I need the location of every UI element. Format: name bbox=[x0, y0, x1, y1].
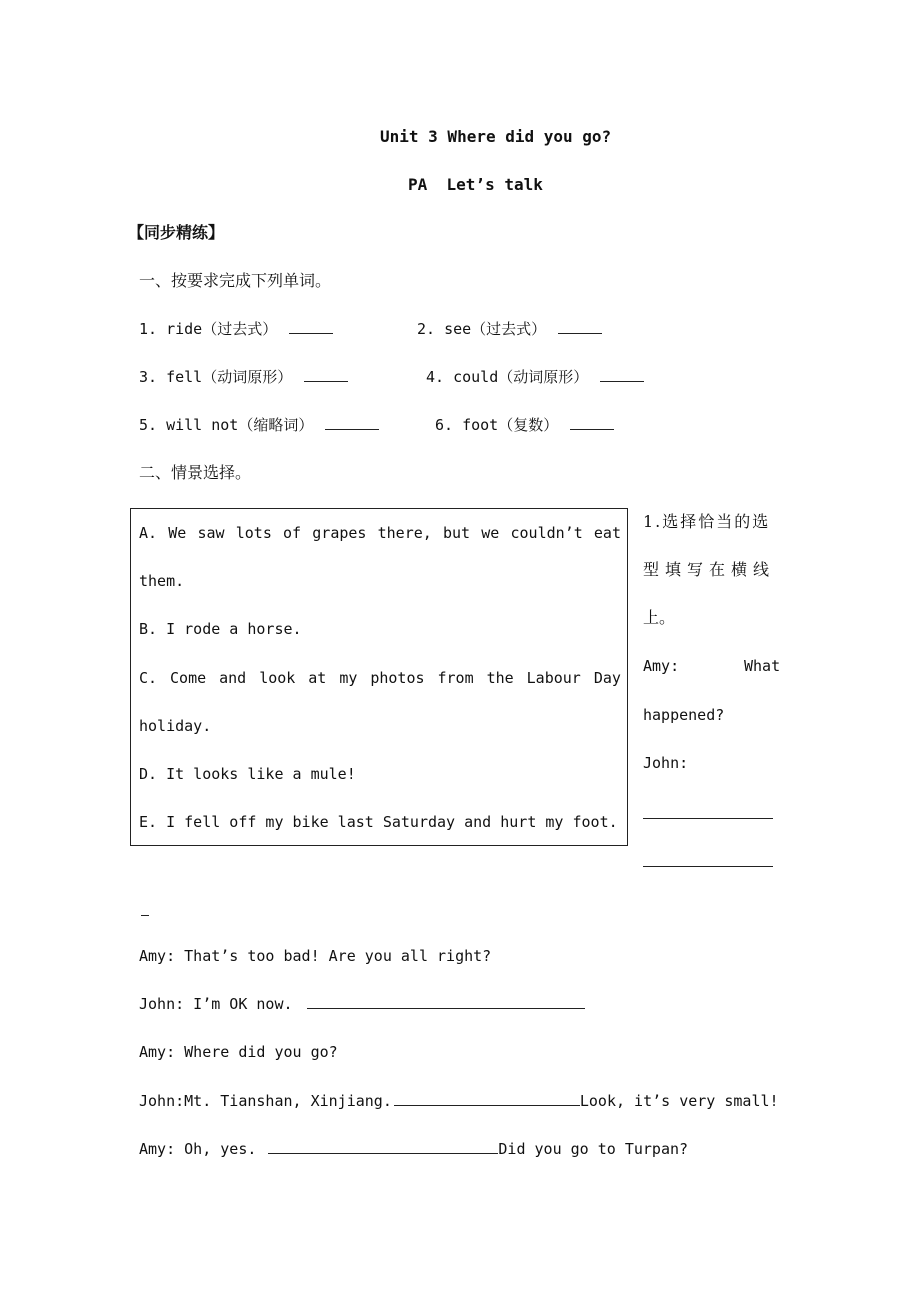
option-d: D. It looks like a mule! bbox=[139, 765, 356, 783]
option-c-line1: C. Come and look at my photos from the Labour Day bbox=[139, 669, 621, 687]
answer-blank[interactable] bbox=[307, 994, 585, 1009]
answer-line[interactable] bbox=[141, 915, 149, 916]
instruction-line-1: 1.选择恰当的选 bbox=[643, 512, 771, 531]
part2-heading: 二、情景选择。 bbox=[139, 463, 252, 482]
side-amy-word: What bbox=[744, 657, 781, 675]
option-a-line1: A. We saw lots of grapes there, but we couldn’t eat bbox=[139, 524, 621, 542]
lesson-subtitle: PA Let’s talk bbox=[408, 175, 543, 194]
answer-blank[interactable] bbox=[570, 415, 614, 430]
side-amy-word-2: happened? bbox=[643, 706, 725, 724]
dialogue-line-5 bbox=[139, 1138, 688, 1160]
section-label: 【同步精练】 bbox=[128, 223, 225, 242]
answer-blank[interactable] bbox=[304, 367, 348, 382]
answer-line[interactable] bbox=[643, 818, 773, 819]
option-e: E. I fell off my bike last Saturday and hurt my foot. bbox=[139, 813, 618, 831]
option-a-line2: them. bbox=[139, 572, 185, 590]
word-item-4-text: 4. could（动词原形） bbox=[426, 368, 589, 386]
word-item-5 bbox=[139, 414, 379, 436]
word-item-1-text: 1. ride（过去式） bbox=[139, 320, 278, 338]
word-item-4 bbox=[426, 366, 644, 388]
side-john: John: bbox=[643, 754, 689, 772]
word-item-1 bbox=[139, 318, 333, 340]
page-title: Unit 3 Where did you go? bbox=[380, 127, 612, 146]
word-item-5-text: 5. will not（缩略词） bbox=[139, 416, 314, 434]
dialogue-line-5-tail: Did you go to Turpan? bbox=[498, 1140, 689, 1158]
part1-heading: 一、按要求完成下列单词。 bbox=[139, 271, 332, 290]
word-item-2 bbox=[417, 318, 602, 340]
option-c-line2: holiday. bbox=[139, 717, 212, 735]
dialogue-line-2 bbox=[139, 993, 585, 1015]
dialogue-line-4-text: John:Mt. Tianshan, Xinjiang. bbox=[139, 1092, 392, 1110]
word-item-3 bbox=[139, 366, 348, 388]
side-amy-speaker: Amy: bbox=[643, 657, 680, 675]
dialogue-line-4-tail: Look, it’s very small! bbox=[579, 1092, 779, 1110]
answer-blank[interactable] bbox=[600, 367, 644, 382]
word-item-6 bbox=[435, 414, 614, 436]
answer-blank[interactable] bbox=[558, 319, 602, 334]
answer-line[interactable] bbox=[643, 866, 773, 867]
word-item-6-text: 6. foot（复数） bbox=[435, 416, 559, 434]
dialogue-line-5-text: Amy: Oh, yes. bbox=[139, 1140, 257, 1158]
instruction-line-2: 型填写在横线 bbox=[643, 560, 776, 579]
answer-blank[interactable] bbox=[289, 319, 333, 334]
option-b: B. I rode a horse. bbox=[139, 620, 302, 638]
answer-blank[interactable] bbox=[268, 1139, 498, 1154]
instruction-line-3: 上。 bbox=[643, 608, 676, 627]
dialogue-line-2-text: John: I’m OK now. bbox=[139, 995, 293, 1013]
word-item-2-text: 2. see（过去式） bbox=[417, 320, 547, 338]
dialogue-line-4 bbox=[139, 1090, 779, 1112]
dialogue-line-1: Amy: That’s too bad! Are you all right? bbox=[139, 947, 492, 965]
answer-blank[interactable] bbox=[325, 415, 379, 430]
answer-blank[interactable] bbox=[394, 1091, 580, 1106]
word-item-3-text: 3. fell（动词原形） bbox=[139, 368, 293, 386]
dialogue-line-3: Amy: Where did you go? bbox=[139, 1043, 338, 1061]
